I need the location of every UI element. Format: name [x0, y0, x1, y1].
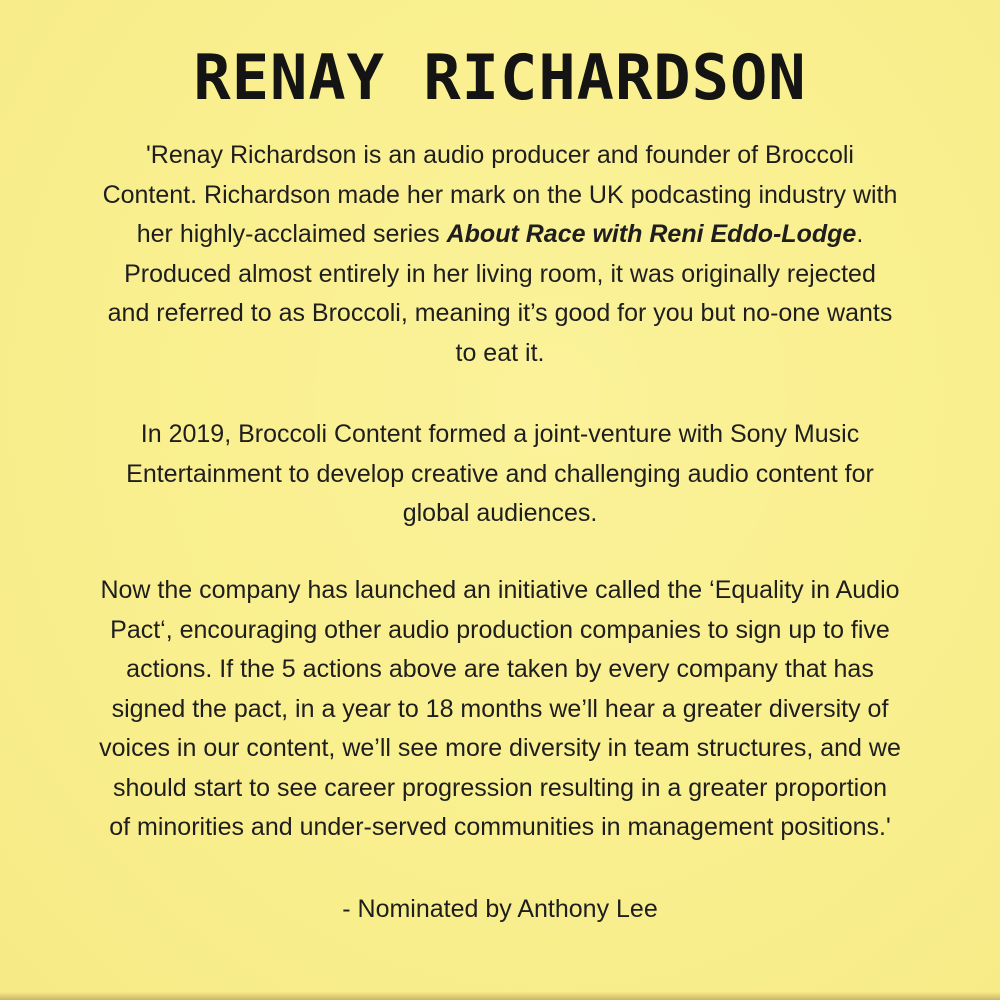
text-segment: .: [856, 220, 864, 248]
text-line: Entertainment to develop creative and challenging audio content for: [126, 459, 874, 488]
text-line: actions. If the 5 actions above are taken by every company that has: [126, 655, 874, 683]
text-line: Pact‘, encouraging other audio production companies to sign up to five: [110, 615, 890, 644]
text-line: 'Renay Richardson is an audio producer and founder of Broccoli: [146, 141, 854, 169]
initiative-paragraph: [30, 571, 970, 848]
text-line: and referred to as Broccoli, meaning it’s good for you but no-one wants: [107, 299, 893, 327]
text-line: In 2019, Broccoli Content formed a joint-venture with Sony Music: [140, 420, 860, 448]
text-line: Content. Richardson made her mark on the UK podcasting industry with: [102, 180, 898, 209]
bottom-edge-divider: [0, 992, 1000, 1000]
intro-paragraph: [30, 136, 970, 373]
text-line: global audiences.: [402, 499, 598, 527]
text-line: of minorities and under-served communities in management positions.': [109, 813, 891, 841]
series-title: About Race with Reni Eddo-Lodge: [446, 220, 857, 248]
nominator-signature: [30, 890, 970, 930]
text-line: to eat it.: [455, 338, 545, 367]
text-line: signed the pact, in a year to 18 months we’ll hear a greater diversity of: [111, 694, 889, 723]
text-segment: her highly-acclaimed series: [136, 220, 447, 248]
text-line: should start to see career progression resulting in a greater proportion: [112, 773, 888, 802]
venture-paragraph: [30, 415, 970, 534]
text-line: Now the company has launched an initiative called the ‘Equality in Audio: [100, 576, 900, 604]
signature-line: - Nominated by Anthony Lee: [342, 895, 658, 923]
page-title: RENAY RICHARDSON: [193, 41, 807, 114]
text-line: voices in our content, we’ll see more diversity in team structures, and we: [99, 734, 901, 762]
text-line: Produced almost entirely in her living room, it was originally rejected: [124, 259, 876, 288]
text-line-series: [30, 215, 970, 255]
